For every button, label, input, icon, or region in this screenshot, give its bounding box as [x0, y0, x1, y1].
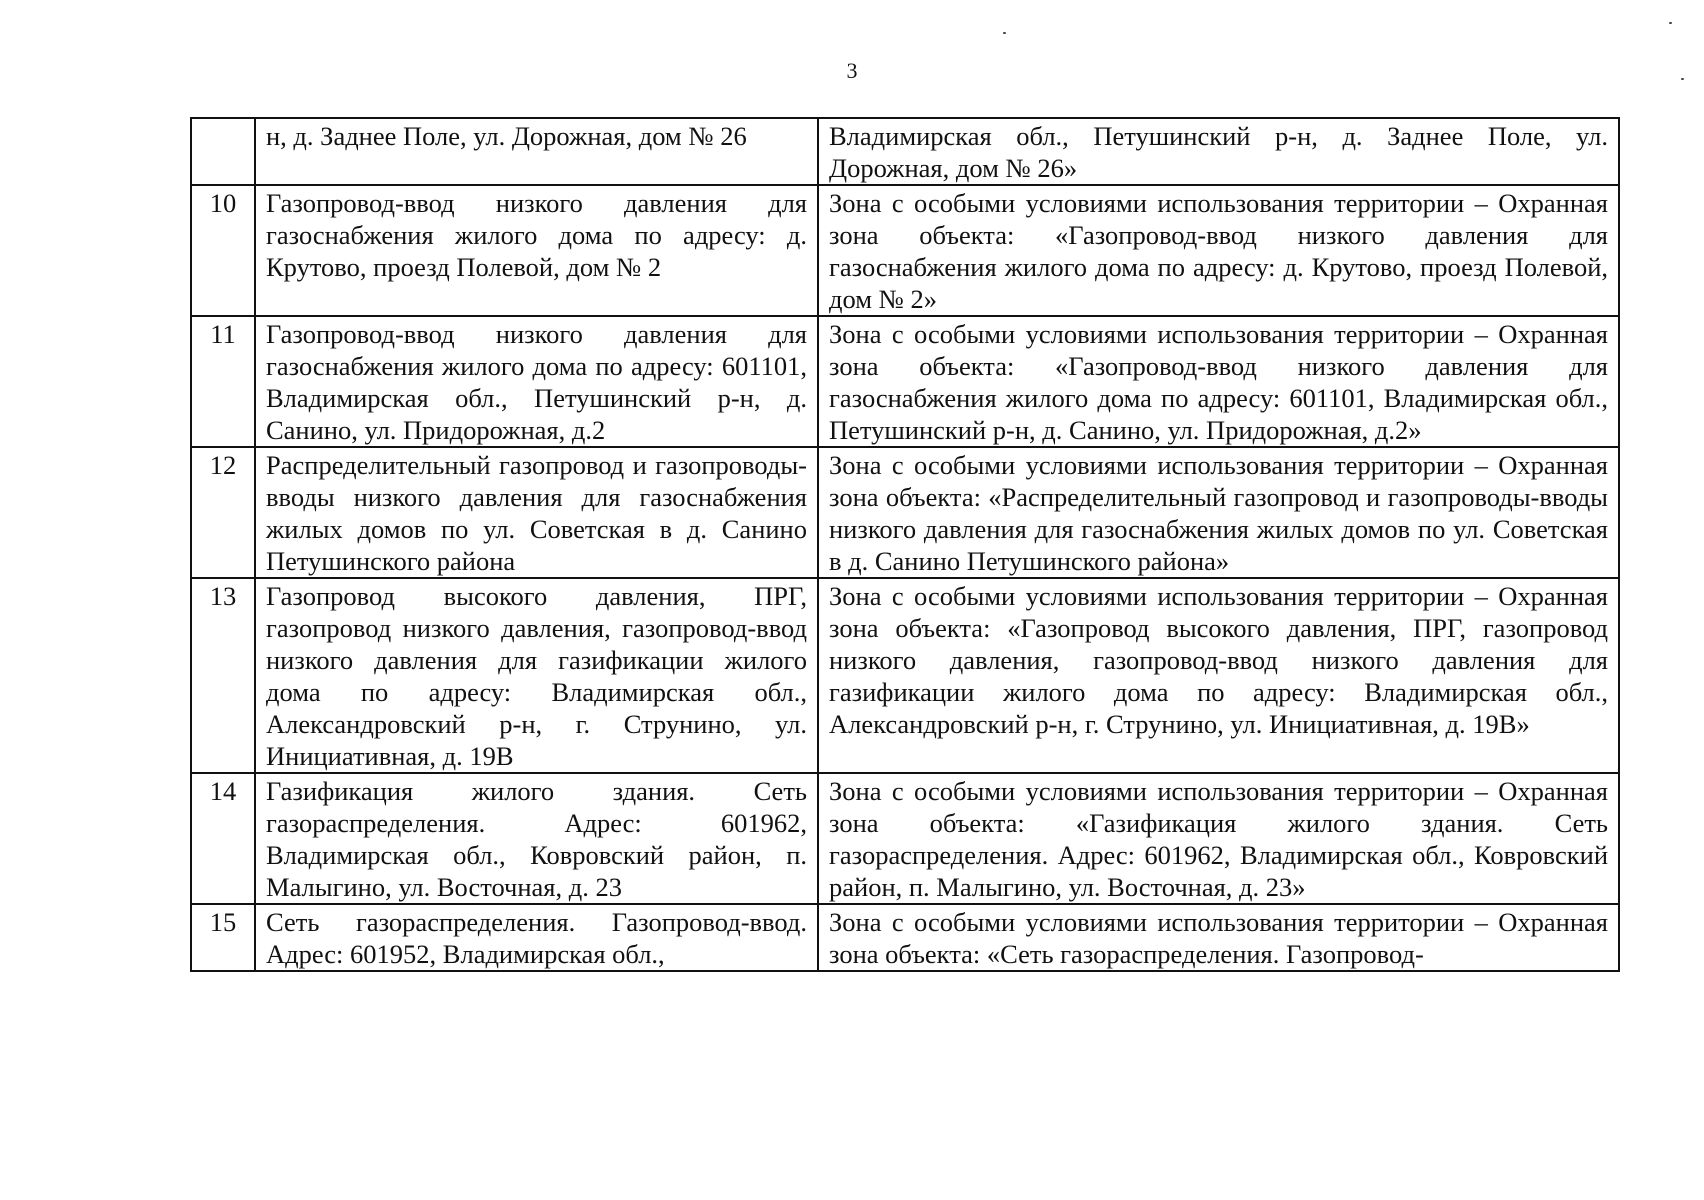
table-row: [191, 118, 1619, 185]
zone-description-cell: Зона с особыми условиями использования территории – Охранная зона объекта: «Газопровод-ввод низкого давления для газоснабжения жилого дома по адресу: 601101, Владимирская обл., Петушинский р-н, д. Санино, ул. Придорожная, д.2»: [818, 316, 1619, 447]
table-row: [191, 447, 1619, 578]
object-name-cell: Распределительный газопровод и газопроводы-вводы низкого давления для газоснабжения жилых домов по ул. Советская в д. Санино Петушинского района: [255, 447, 818, 578]
table-row: [191, 185, 1619, 316]
scan-speck: [1003, 32, 1006, 34]
zones-table: [190, 117, 1620, 972]
table-row: [191, 316, 1619, 447]
row-number-cell: 11: [191, 316, 255, 447]
scan-speck: [1681, 78, 1684, 80]
object-name-cell: Газопровод-ввод низкого давления для газоснабжения жилого дома по адресу: д. Крутово, проезд Полевой, дом № 2: [255, 185, 818, 316]
scan-speck: [1669, 22, 1672, 24]
table-row: [191, 773, 1619, 904]
row-number-cell: [191, 904, 255, 971]
zone-description-cell: Владимирская обл., Петушинский р-н, д. Заднее Поле, ул. Дорожная, дом № 26»: [818, 118, 1619, 185]
table-row: [191, 904, 1619, 971]
object-name-cell: Газопровод-ввод низкого давления для газоснабжения жилого дома по адресу: 601101, Владимирская обл., Петушинский р-н, д. Санино, ул. Придорожная, д.2: [255, 316, 818, 447]
row-number-cell: 10: [191, 185, 255, 316]
row-number-cell: [191, 118, 255, 185]
table-row: [191, 578, 1619, 773]
object-name-text: Сеть газораспределения. Газопровод-ввод. Адрес: 601952, Владимирская обл.,: [266, 907, 807, 969]
zone-description-cell: Зона с особыми условиями использования территории – Охранная зона объекта: «Газопровод высокого давления, ПРГ, газопровод низкого давления, газопровод-ввод низкого давления для газификации жилого дома по адресу: Владимирская обл., Александровский р-н, г. Струнино, ул. Инициативная, д. 19В»: [818, 578, 1619, 773]
row-number-cell: 12: [191, 447, 255, 578]
object-name-cell: Газификация жилого здания. Сеть газораспределения. Адрес: 601962, Владимирская обл., Ковровский район, п. Малыгино, ул. Восточная, д. 23: [255, 773, 818, 904]
zone-description-cell: Зона с особыми условиями использования территории – Охранная зона объекта: «Газопровод-ввод низкого давления для газоснабжения жилого дома по адресу: д. Крутово, проезд Полевой, дом № 2»: [818, 185, 1619, 316]
zone-description-cell: Зона с особыми условиями использования территории – Охранная зона объекта: «Распределительный газопровод и газопроводы-вводы низкого давления для газоснабжения жилых домов по ул. Советская в д. Санино Петушинского района»: [818, 447, 1619, 578]
row-number-cell: 13: [191, 578, 255, 773]
page-number: 3: [846, 58, 858, 83]
zone-description-text: Зона с особыми условиями использования территории – Охранная зона объекта: «Сеть газораспределения. Газопровод-: [829, 907, 1608, 969]
object-name-cell: Газопровод высокого давления, ПРГ, газопровод низкого давления, газопровод-ввод низкого давления для газификации жилого дома по адресу: Владимирская обл., Александровский р-н, г. Струнино, ул. Инициативная, д. 19В: [255, 578, 818, 773]
zone-description-cell: [818, 904, 1619, 971]
object-name-cell: н, д. Заднее Поле, ул. Дорожная, дом № 26: [255, 118, 818, 185]
zone-description-cell: Зона с особыми условиями использования территории – Охранная зона объекта: «Газификация жилого здания. Сеть газораспределения. Адрес: 601962, Владимирская обл., Ковровский район, п. Малыгино, ул. Восточная, д. 23»: [818, 773, 1619, 904]
object-name-cell: [255, 904, 818, 971]
row-number-text: 15: [209, 907, 237, 937]
row-number-cell: 14: [191, 773, 255, 904]
